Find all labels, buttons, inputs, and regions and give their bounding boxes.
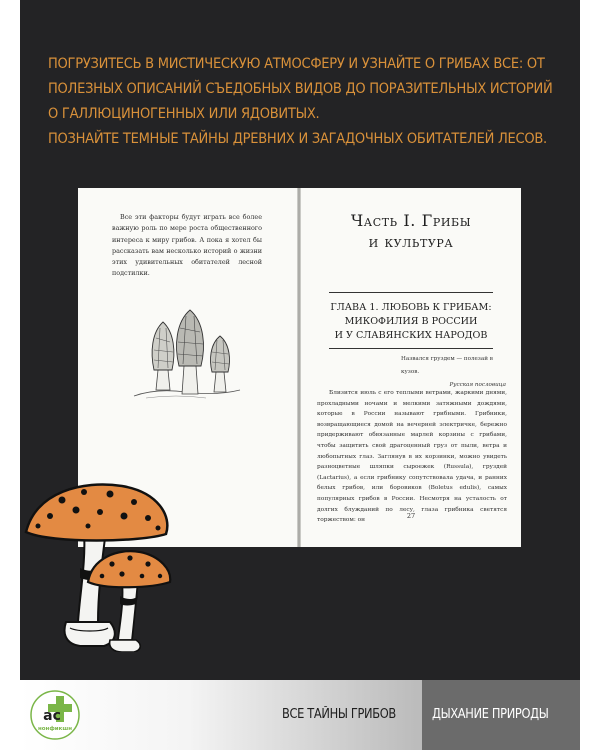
logo-text: ac — [43, 708, 61, 724]
right-page — [301, 188, 521, 547]
amanita-mushroom-illustration — [22, 472, 182, 652]
morel-illustration — [116, 308, 256, 408]
promo-text — [48, 52, 553, 152]
series-label: ДЫХАНИЕ ПРИРОДЫ — [432, 707, 549, 722]
chapter-line-3: И У СЛАВЯНСКИХ НАРОДОВ — [334, 330, 488, 341]
book-title-label: ВСЕ ТАЙНЫ ГРИБОВ — [282, 707, 396, 722]
chapter-rule-top — [329, 292, 493, 293]
chapter-body-text: Близится июль с его теплыми ветрами, жаркими днями, прохладными ночами и мелкими затяжными дождями, которые в России называют грибными. Грибники, возвращающиеся домой на вечерней электричке, бережно придерживают обвязанные марлей корзины с грибами, чтобы защитить свой драгоценный груз от пыли, ветра и любопытных глаз. Заглянув в их корзинки, можно увидеть разноцветные шляпки сыроежек (Russula), груздей (Lactarius), а если грибнику сопутствовала удача, и ранних белых грибов, или боровиков (Boletus edulis), самых популярных грибов в России. Несмотря на усталость от долгих блужданий по лесу, глаза грибника светятся торжеством: он — [317, 390, 507, 524]
chapter-line-2: МИКОФИЛИЯ В РОССИИ — [344, 316, 478, 327]
chapter-line-1: ГЛАВА 1. ЛЮБОВЬ К ГРИБАМ: — [330, 302, 492, 313]
part-title-line-1: Часть I. Грибы — [350, 211, 472, 230]
left-page-paragraph: Все эти факторы будут играть все более важную роль по мере роста общественного интереса к миру грибов. А пока я хотел бы рассказать вам несколько историй о жизни этих удивительных обитателей лесной подстилки. — [112, 213, 262, 278]
promo-line-3: О ГАЛЛЮЦИНОГЕННЫХ ИЛИ ЯДОВИТЫХ. — [48, 106, 320, 122]
part-title — [301, 210, 521, 252]
logo-subtext: нонфикшн — [37, 726, 73, 732]
publisher-logo — [30, 690, 80, 740]
promo-line-4: ПОЗНАЙТЕ ТЕМНЫЕ ТАЙНЫ ДРЕВНИХ И ЗАГАДОЧНЫХ ОБИТАТЕЛЕЙ ЛЕСОВ. — [48, 131, 547, 147]
epigraph — [401, 353, 506, 392]
series-box — [422, 680, 580, 750]
footer-bar — [20, 680, 580, 750]
page-number: 27 — [406, 512, 416, 520]
promo-line-2: ПОЛЕЗНЫХ ОПИСАНИЙ СЪЕДОБНЫХ ВИДОВ ДО ПОРАЗИТЕЛЬНЫХ ИСТОРИЙ — [48, 81, 553, 97]
promo-line-1: ПОГРУЗИТЕСЬ В МИСТИЧЕСКУЮ АТМОСФЕРУ И УЗНАЙТЕ О ГРИБАХ ВСЕ: ОТ — [48, 56, 545, 72]
epigraph-source: Русская пословица — [449, 382, 506, 388]
chapter-title — [311, 301, 511, 343]
chapter-rule-bottom — [329, 348, 493, 349]
epigraph-text: Назвался груздем — полезай в кузов. — [401, 356, 493, 375]
part-title-line-2: и культура — [368, 232, 454, 251]
